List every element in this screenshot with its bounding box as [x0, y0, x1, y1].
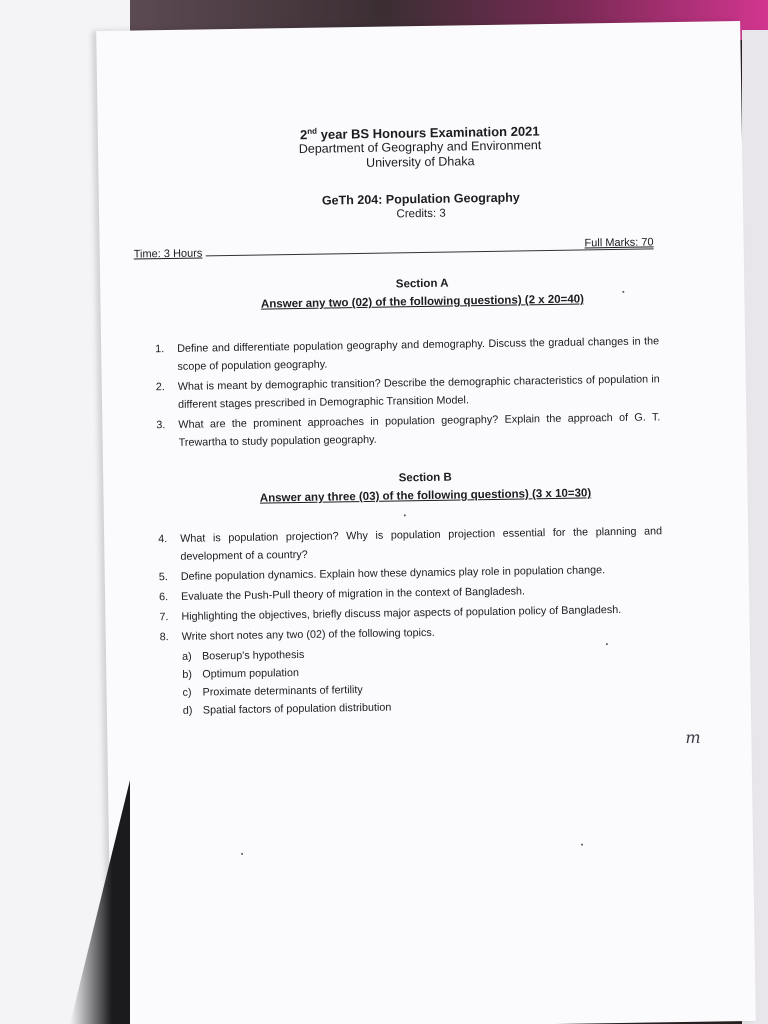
course-title: GeTh 204: Population Geography: [321, 190, 520, 208]
subtopic-item: c) Proximate determinants of fertility: [182, 684, 363, 699]
exam-time: Time: 3 Hours: [133, 247, 203, 261]
subtopic-item: b) Optimum population: [182, 667, 300, 681]
section-b-instruction: Answer any three (03) of the following questions) (3 x 10=30): [259, 487, 592, 505]
subtopic-item: a) Boserup's hypothesis: [181, 648, 305, 663]
question-item: 8. Write short notes any two (02) of the following topics.: [159, 626, 435, 644]
section-a-instruction: Answer any two (02) of the following questions) (2 x 20=40): [260, 293, 585, 311]
paper-speck: [404, 514, 406, 516]
paper-speck: [622, 291, 624, 293]
section-a-title: Section A: [395, 277, 449, 291]
question-item: 7. Highlighting the objectives, briefly discuss major aspects of population policy of Bangladesh.: [159, 603, 622, 624]
exam-header: [98, 117, 743, 227]
question-item: 1. Define and differentiate population geography and demography. Discuss the gradual changes in the scope of population geography.: [155, 335, 660, 373]
question-item: 3. What are the prominent approaches in population geography? Explain the approach of G. T. Trewartha to study population geography.: [156, 411, 661, 449]
question-item: 6. Evaluate the Push-Pull theory of migration in the context of Bangladesh.: [158, 585, 526, 604]
course-credits: Credits: 3: [396, 207, 446, 221]
section-b-questions: [158, 522, 665, 720]
university-name: University of Dhaka: [365, 154, 475, 171]
time-marks-row: [134, 234, 654, 260]
exam-title: 2nd year BS Honours Examination 2021: [299, 123, 540, 143]
section-a-questions: [155, 332, 661, 454]
section-b-title: Section B: [398, 471, 452, 485]
subtopic-item: d) Spatial factors of population distribution: [182, 701, 392, 717]
exam-paper: [96, 21, 756, 1024]
divider-line: [206, 248, 654, 256]
full-marks: Full Marks: 70: [584, 236, 654, 250]
handwritten-initial: m: [685, 727, 701, 747]
paper-speck: [606, 643, 608, 645]
paper-speck: [581, 844, 583, 846]
question-item: 4. What is population projection? Why is population projection essential for the planning and development of a country?: [158, 525, 663, 563]
department-name: Department of Geography and Environment: [298, 138, 542, 157]
question-item: 2. What is meant by demographic transition? Describe the demographic characteristics of population in different stages prescribed in Demographic Transition Model.: [155, 373, 660, 411]
question-item: 5. Define population dynamics. Explain how these dynamics play role in population change.: [158, 564, 606, 584]
paper-speck: [241, 853, 243, 855]
